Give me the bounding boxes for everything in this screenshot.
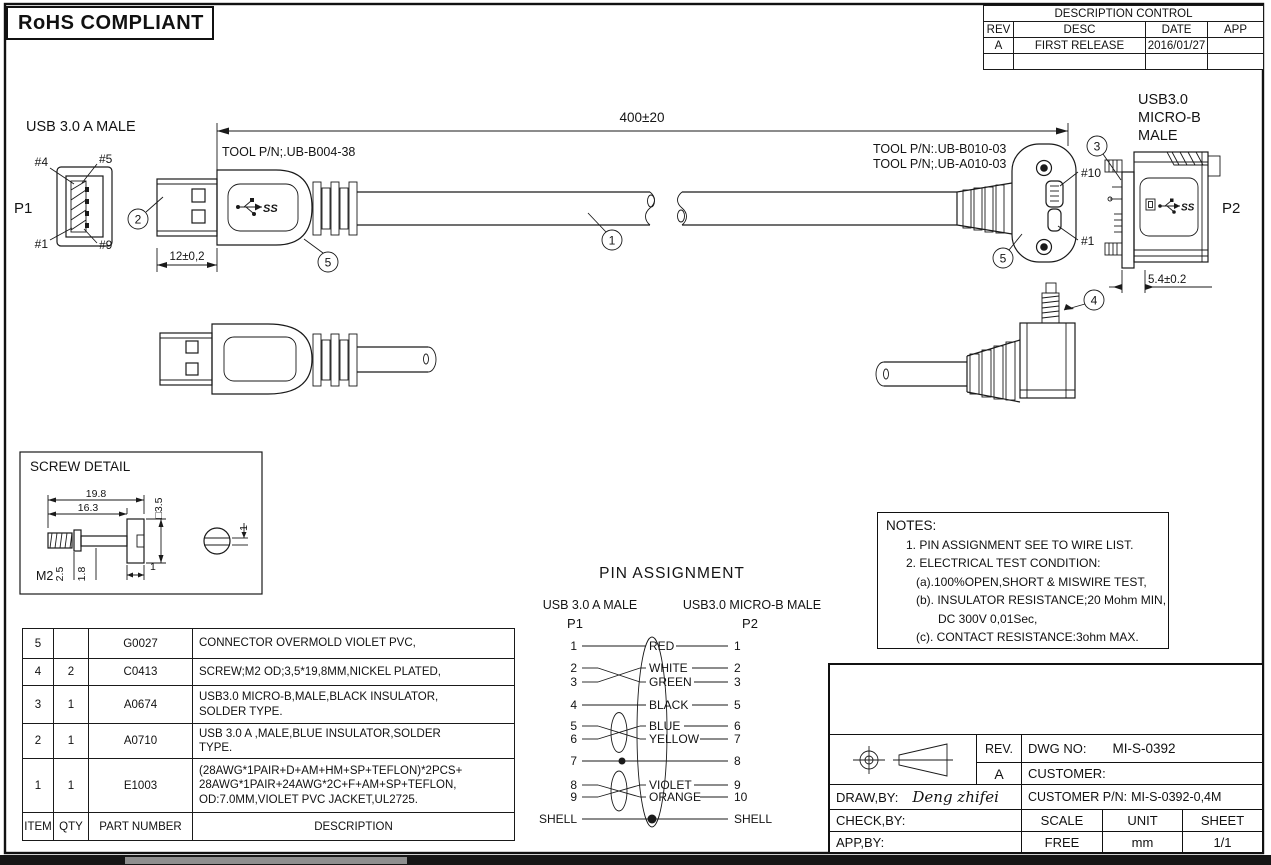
p2-side-view [1105, 152, 1240, 293]
pin-row-left: 1 [570, 639, 577, 653]
pin-row-right: 6 [734, 719, 741, 733]
table-row [984, 38, 1264, 54]
pin9-label: #9 [99, 238, 113, 252]
check-by-label: CHECK,BY: [830, 810, 1022, 832]
wire-color: BLACK [649, 698, 689, 712]
col-app: APP [1208, 22, 1264, 38]
svg-text:MALE: MALE [1138, 128, 1178, 144]
dim-1-8: 1.8 [76, 566, 88, 582]
micro-b-angle-view [876, 283, 1075, 402]
pin5-label: #5 [99, 152, 113, 166]
table-row [984, 54, 1264, 70]
wire-color: WHITE [649, 661, 688, 675]
pin-right-header: USB3.0 MICRO-B MALE [682, 598, 822, 612]
usb-ss-trident-icon-p2 [1158, 199, 1194, 214]
date-value: 2016/01/27 [1146, 38, 1208, 54]
rev-value: A [977, 763, 1022, 785]
pin-row-left: 3 [570, 675, 577, 689]
third-angle-projection-icon [843, 738, 963, 782]
title-block-blank-area [830, 665, 1262, 735]
draw-by-cell [830, 785, 1022, 810]
pin-row-right: 9 [734, 778, 741, 792]
draw-by-signature: Deng zhifei [912, 788, 999, 806]
pin1-label: #1 [34, 237, 48, 251]
dim-slot-1: 1 [238, 525, 250, 531]
pin-right-sub: P2 [742, 616, 758, 631]
usb-a-side-view-2 [160, 324, 436, 394]
pin-row-right: 2 [734, 661, 741, 675]
pin-assignment-title: PIN ASSIGNMENT [599, 565, 745, 582]
micro-b-top-view [873, 139, 1102, 262]
svg-text:5: 5 [999, 251, 1007, 266]
usb-a-side-view [157, 145, 957, 245]
wire-color: YELLOW [649, 732, 700, 746]
pin-row-left: 9 [570, 790, 577, 804]
usb-a-male-label: USB 3.0 A MALE [26, 119, 136, 135]
note-line: DC 300V 0,01Sec, [938, 611, 1038, 626]
dim-micro-text: 5.4±0.2 [1148, 274, 1187, 286]
bom-header-part: PART NUMBER [89, 813, 193, 841]
micro-b-icon [1146, 199, 1155, 210]
pin-left-header: USB 3.0 A MALE [542, 598, 638, 612]
col-rev: REV [984, 22, 1014, 38]
pin-row-right: 1 [734, 639, 741, 653]
dim-plug-text: 12±0,2 [169, 251, 205, 263]
pin-row-right: 10 [734, 790, 748, 804]
pin-left-sub: P1 [567, 616, 583, 631]
screw-detail [20, 452, 262, 594]
note-line: (a).100%OPEN,SHORT & MISWIRE TEST, [916, 574, 1147, 589]
table-row: 4 2 C0413 SCREW;M2 OD;3,5*19,8MM,NICKEL PLATED, [23, 659, 515, 686]
sheet-label: SHEET [1183, 810, 1262, 832]
pin-row-left: 2 [570, 661, 577, 675]
unit-value: mm [1103, 832, 1183, 852]
rohs-label: RoHS COMPLIANT [18, 11, 204, 34]
usb-ss-trident-icon [236, 198, 278, 216]
customer-pn-cell [1022, 785, 1262, 810]
notes-box [877, 512, 1169, 649]
svg-text:5: 5 [324, 255, 332, 270]
desc-value: FIRST RELEASE [1014, 38, 1146, 54]
unit-label: UNIT [1103, 810, 1183, 832]
rev-label: REV. [977, 735, 1022, 763]
pin-row-left: 4 [570, 698, 577, 712]
draw-by-label: DRAW,BY: [836, 789, 899, 805]
wire-color: VIOLET [649, 778, 692, 792]
pin-row-right: 3 [734, 675, 741, 689]
pin-row-right: SHELL [734, 812, 773, 826]
p1-label: P1 [14, 200, 33, 217]
customer-pn-label: CUSTOMER P/N: [1028, 790, 1128, 804]
pin1-micro-label: #1 [1081, 234, 1095, 248]
pin-assignment [539, 565, 821, 827]
customer-label: CUSTOMER: [1022, 763, 1262, 785]
wire-color: RED [649, 639, 675, 653]
tool-pn-left-label: TOOL P/N;.UB-B004-38 [222, 145, 356, 159]
pin-row-left: 6 [570, 732, 577, 746]
col-date: DATE [1146, 22, 1208, 38]
scale-value: FREE [1022, 832, 1103, 852]
note-line: (c). CONTACT RESISTANCE:3ohm MAX. [916, 630, 1139, 644]
description-control-title: DESCRIPTION CONTROL [984, 6, 1264, 22]
horizontal-scrollbar[interactable] [0, 855, 1271, 865]
pin-row-right: 8 [734, 754, 741, 768]
pin-row-left: 8 [570, 778, 577, 792]
dim-19-8: 19.8 [85, 488, 107, 500]
note-line: 1. PIN ASSIGNMENT SEE TO WIRE LIST. [906, 537, 1134, 552]
screw-detail-title: SCREW DETAIL [30, 459, 131, 474]
title-block [828, 663, 1264, 854]
ss-logo-text: SS [263, 203, 278, 215]
bom-table [22, 628, 515, 841]
svg-text:MICRO-B: MICRO-B [1138, 110, 1201, 126]
tool-pn-right2-label: TOOL P/N;.UB-A010-03 [873, 157, 1007, 171]
dwg-no-value: MI-S-0392 [1112, 741, 1176, 756]
notes-title: NOTES: [886, 518, 937, 533]
pin-row-left: 5 [570, 719, 577, 733]
app-by-label: APP,BY: [830, 832, 1022, 852]
svg-text:4: 4 [1090, 293, 1098, 308]
pin4-label: #4 [34, 155, 48, 169]
customer-pn-value: MI-S-0392-0,4M [1131, 790, 1222, 804]
dim-16-3: 16.3 [77, 502, 99, 514]
dim-plug-width [157, 248, 217, 272]
p2-label: P2 [1222, 200, 1241, 217]
scale-label: SCALE [1022, 810, 1103, 832]
note-line: (b). INSULATOR RESISTANCE;20 Mohm MIN, [916, 593, 1167, 607]
sheet-value: 1/1 [1213, 834, 1232, 850]
bom-header-desc: DESCRIPTION [193, 813, 515, 841]
pin-row-left: 7 [570, 754, 577, 768]
svg-text:3: 3 [1093, 139, 1101, 154]
balloon-4 [1064, 290, 1104, 310]
projection-symbol [830, 735, 977, 785]
micro-b-male-label [1138, 92, 1201, 144]
pin-row-right: 7 [734, 732, 741, 746]
thread-size: M2 [36, 569, 54, 583]
rev-value: A [984, 38, 1014, 54]
dim-2-5: 2.5 [54, 566, 66, 582]
svg-text:USB3.0: USB3.0 [1138, 92, 1188, 108]
app-value [1208, 38, 1264, 54]
rohs-banner [6, 6, 214, 40]
ss-logo-text-p2: SS [1181, 202, 1195, 214]
scrollbar-thumb[interactable] [125, 857, 407, 864]
dwg-no-cell [1022, 735, 1262, 763]
wire-color: BLUE [649, 719, 681, 733]
balloon-1 [588, 213, 622, 250]
svg-text:2: 2 [134, 212, 142, 227]
pin-row-left: SHELL [538, 812, 577, 826]
table-row: 5 G0027 CONNECTOR OVERMOLD VIOLET PVC, [23, 629, 515, 659]
pin-row-right: 5 [734, 698, 741, 712]
tool-pn-right1-label: TOOL P/N:.UB-B010-03 [873, 142, 1007, 156]
dim-overall-text: 400±20 [619, 110, 665, 125]
bom-header-item: ITEM [23, 813, 54, 841]
svg-text:1: 1 [608, 233, 616, 248]
table-row: 2 1 A0710 USB 3.0 A ,MALE,BLUE INSULATOR,SOLDER TYPE. [23, 724, 515, 759]
table-row: 1 1 E1003 (28AWG*1PAIR+D+AM+HM+SP+TEFLON)*2PCS+ 28AWG*1PAIR+24AWG*2C+F+AM+SP+TEFLON, OD:7.0MM,VIOLET PVC JACKET,UL2725. [23, 759, 515, 813]
bom-header-qty: QTY [54, 813, 89, 841]
description-control-table [983, 5, 1264, 70]
table-row: 3 1 A0674 USB3.0 MICRO-B,MALE,BLACK INSULATOR, SOLDER TYPE. [23, 686, 515, 724]
dwg-no-label: DWG NO: [1028, 741, 1087, 756]
bom-header-row [23, 813, 515, 841]
note-line: 2. ELECTRICAL TEST CONDITION: [906, 556, 1101, 570]
wire-color: GREEN [649, 675, 692, 689]
dim-3-5: □3.5 [153, 497, 165, 519]
col-desc: DESC [1014, 22, 1146, 38]
usb-a-front-view [14, 119, 136, 252]
pin10-label: #10 [1081, 166, 1102, 180]
dim-head-1: 1 [150, 561, 156, 573]
balloon-5-left [304, 239, 338, 272]
balloon-2 [128, 197, 163, 229]
wire-color: ORANGE [649, 790, 702, 804]
